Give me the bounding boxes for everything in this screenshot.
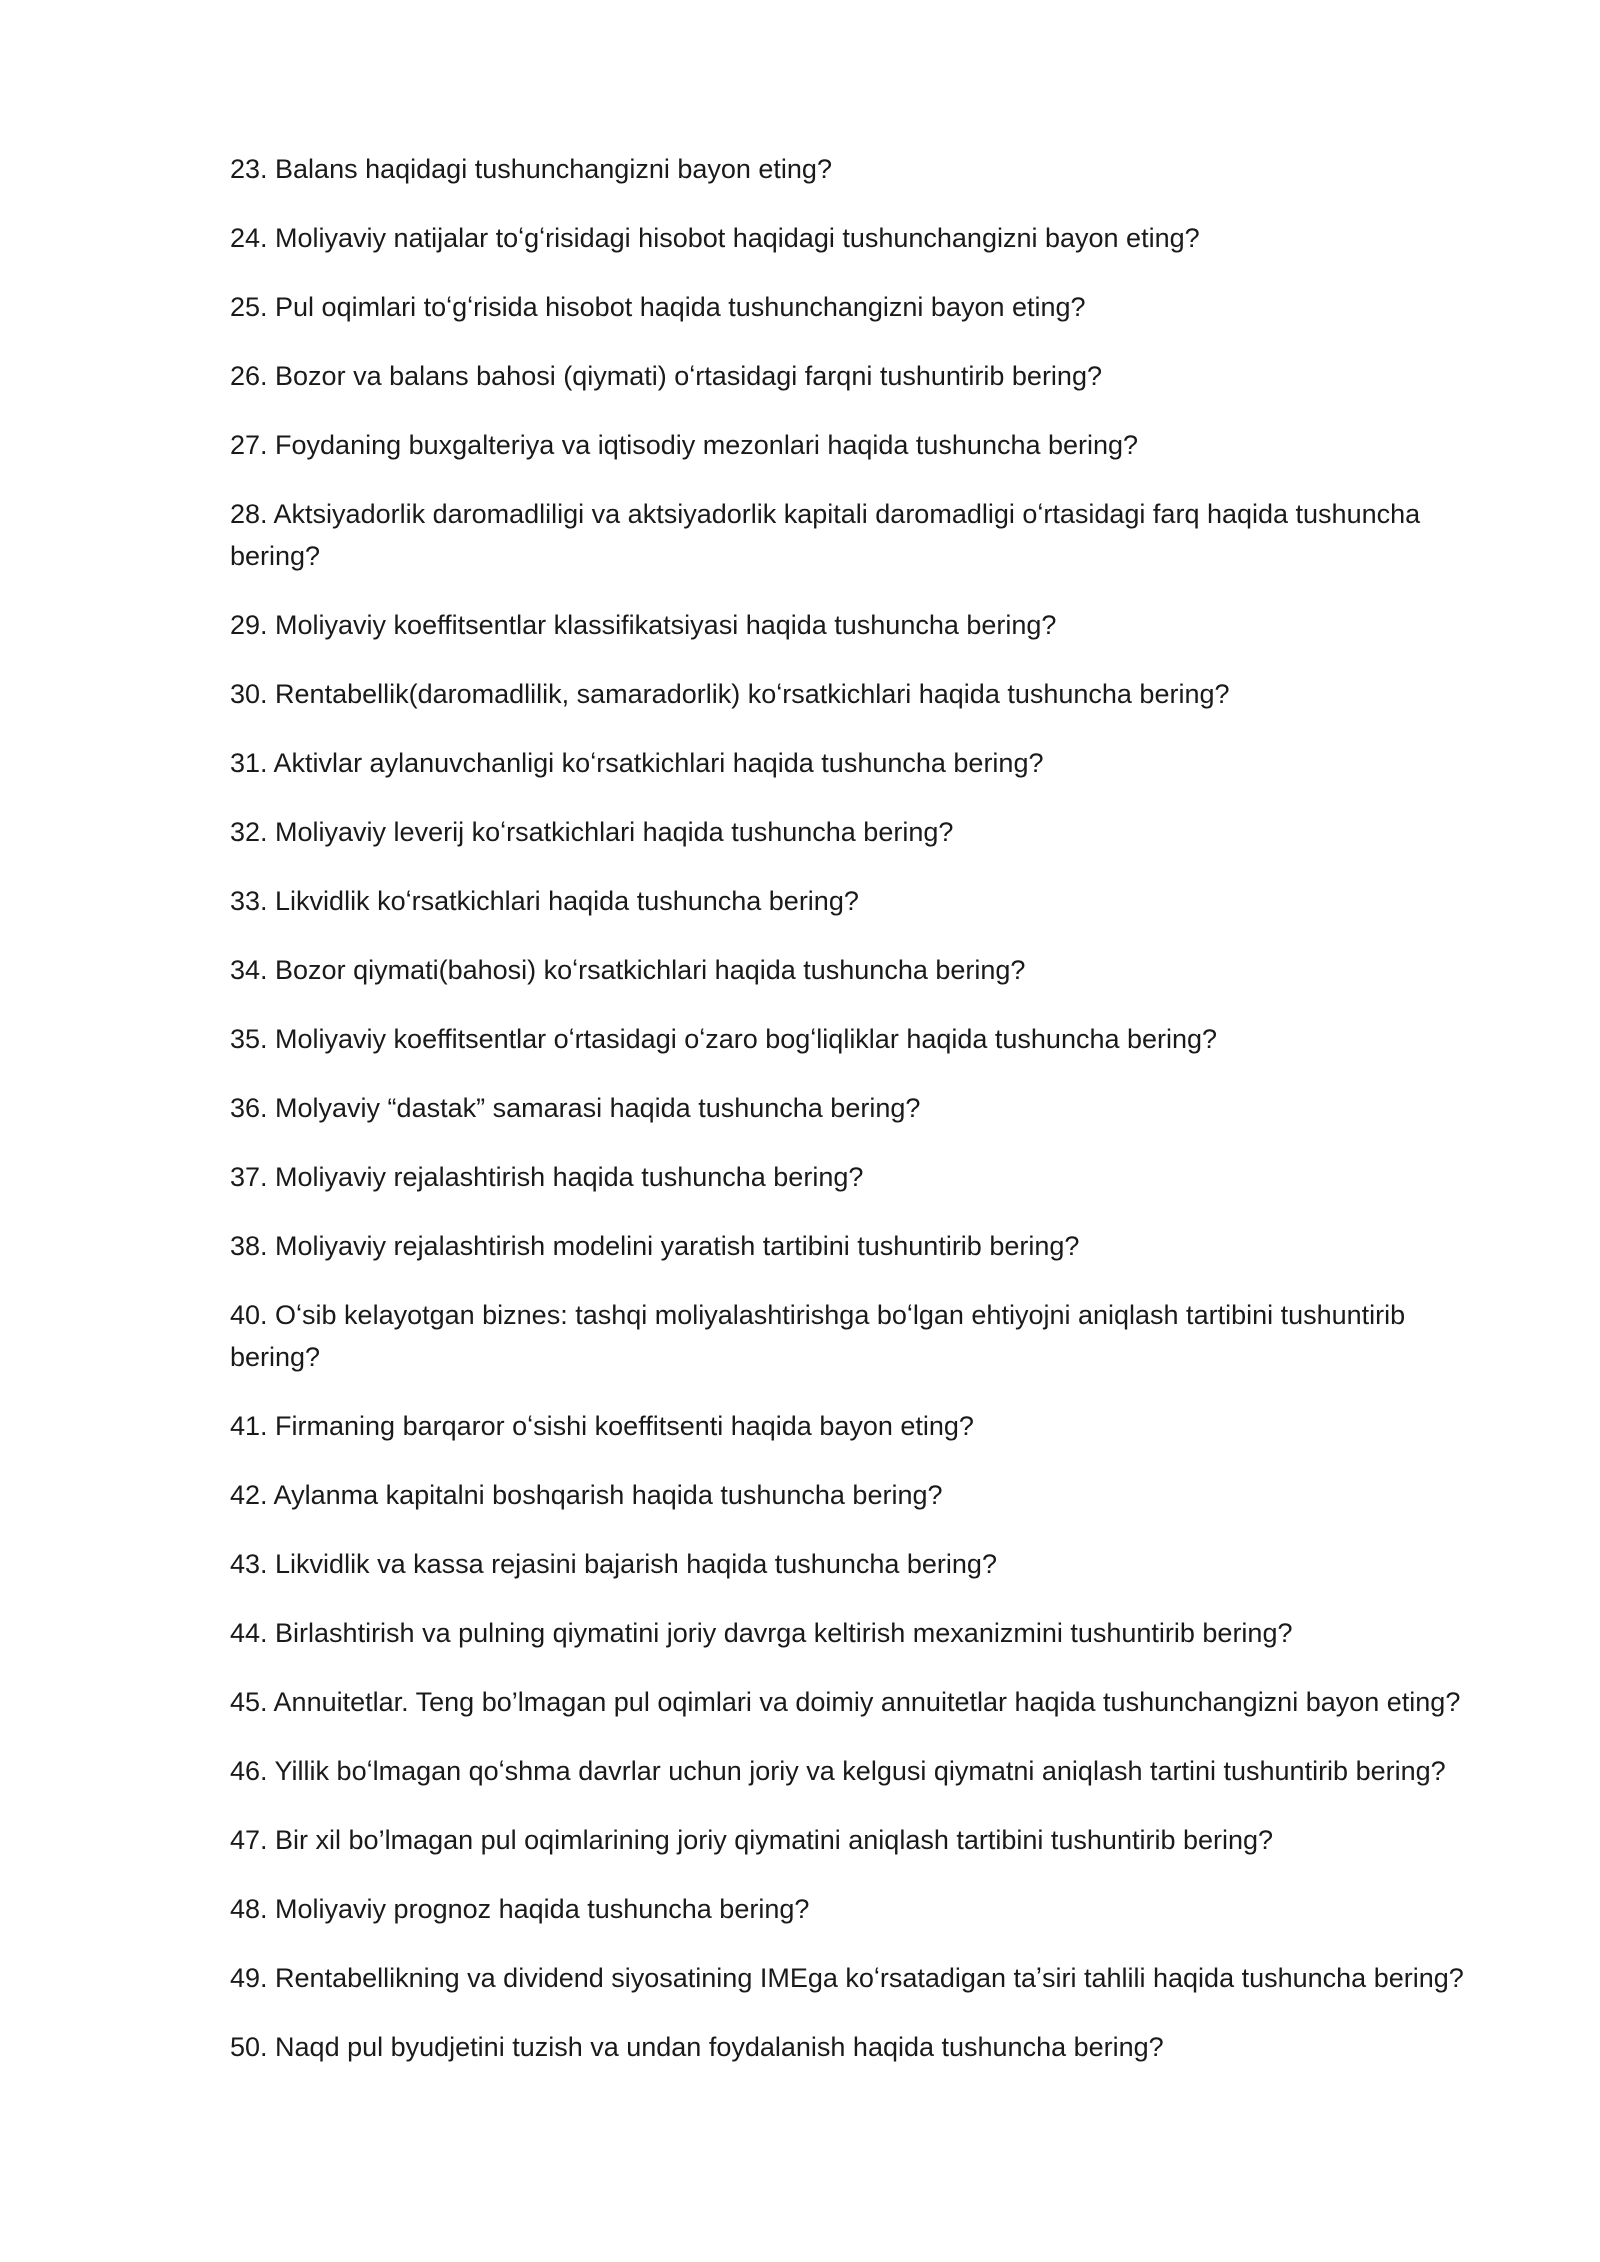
- question-item: 30. Rentabellik(daromadlilik, samaradorlik) koʻrsatkichlari haqida tushuncha bering?: [230, 679, 1230, 709]
- question-item: 43. Likvidlik va kassa rejasini bajarish haqida tushuncha bering?: [230, 1549, 997, 1579]
- question-item: 32. Moliyaviy leverij koʻrsatkichlari haqida tushuncha bering?: [230, 817, 954, 847]
- question-item: 49. Rentabellikning va dividend siyosatining IMEga koʻrsatadigan taʼsiri tahlili haqida tushuncha bering?: [230, 1963, 1464, 1993]
- question-item: 31. Aktivlar aylanuvchanligi koʻrsatkichlari haqida tushuncha bering?: [230, 748, 1044, 778]
- question-item: 38. Moliyaviy rejalashtirish modelini yaratish tartibini tushuntirib bering?: [230, 1231, 1080, 1261]
- question-item: 35. Moliyaviy koeffitsentlar oʻrtasidagi oʻzaro bogʻliqliklar haqida tushuncha bering?: [230, 1024, 1218, 1054]
- question-item: 29. Moliyaviy koeffitsentlar klassifikatsiyasi haqida tushuncha bering?: [230, 610, 1057, 640]
- question-item: 50. Naqd pul byudjetini tuzish va undan foydalanish haqida tushuncha bering?: [230, 2032, 1164, 2062]
- question-item: 26. Bozor va balans bahosi (qiymati) oʻrtasidagi farqni tushuntirib bering?: [230, 361, 1102, 391]
- question-item: 42. Aylanma kapitalni boshqarish haqida tushuncha bering?: [230, 1480, 943, 1510]
- question-item: 37. Moliyaviy rejalashtirish haqida tushuncha bering?: [230, 1162, 864, 1192]
- question-item: 23. Balans haqidagi tushunchangizni bayon eting?: [230, 154, 832, 184]
- question-item: 48. Moliyaviy prognoz haqida tushuncha bering?: [230, 1894, 810, 1924]
- question-item: 33. Likvidlik koʻrsatkichlari haqida tushuncha bering?: [230, 886, 859, 916]
- question-list: [230, 148, 1500, 2095]
- question-item: 34. Bozor qiymati(bahosi) koʻrsatkichlari haqida tushuncha bering?: [230, 955, 1026, 985]
- question-item: 24. Moliyaviy natijalar toʻgʻrisidagi hisobot haqidagi tushunchangizni bayon eting?: [230, 223, 1200, 253]
- question-item: 44. Birlashtirish va pulning qiymatini joriy davrga keltirish mexanizmini tushuntirib bering?: [230, 1618, 1293, 1648]
- question-item: 40. Oʻsib kelayotgan biznes: tashqi moliyalashtirishga boʻlgan ehtiyojni aniqlash tartibini tushuntirib bering?: [230, 1300, 1406, 1372]
- question-item: 25. Pul oqimlari toʻgʻrisida hisobot haqida tushunchangizni bayon eting?: [230, 292, 1086, 322]
- question-item: 47. Bir xil bo’lmagan pul oqimlarining joriy qiymatini aniqlash tartibini tushuntirib bering?: [230, 1825, 1274, 1855]
- question-item: 46. Yillik boʻlmagan qoʻshma davrlar uchun joriy va kelgusi qiymatni aniqlash tartini tushuntirib bering?: [230, 1756, 1446, 1786]
- question-item: 45. Annuitetlar. Teng bo’lmagan pul oqimlari va doimiy annuitetlar haqida tushunchangizni bayon eting?: [230, 1687, 1461, 1717]
- question-item: 41. Firmaning barqaror oʻsishi koeffitsenti haqida bayon eting?: [230, 1411, 974, 1441]
- question-item: 36. Molyaviy “dastak” samarasi haqida tushuncha bering?: [230, 1093, 921, 1123]
- question-item: 28. Aktsiyadorlik daromadliligi va aktsiyadorlik kapitali daromadligi oʻrtasidagi farq haqida tushuncha bering?: [230, 499, 1421, 571]
- question-item: 27. Foydaning buxgalteriya va iqtisodiy mezonlari haqida tushuncha bering?: [230, 430, 1139, 460]
